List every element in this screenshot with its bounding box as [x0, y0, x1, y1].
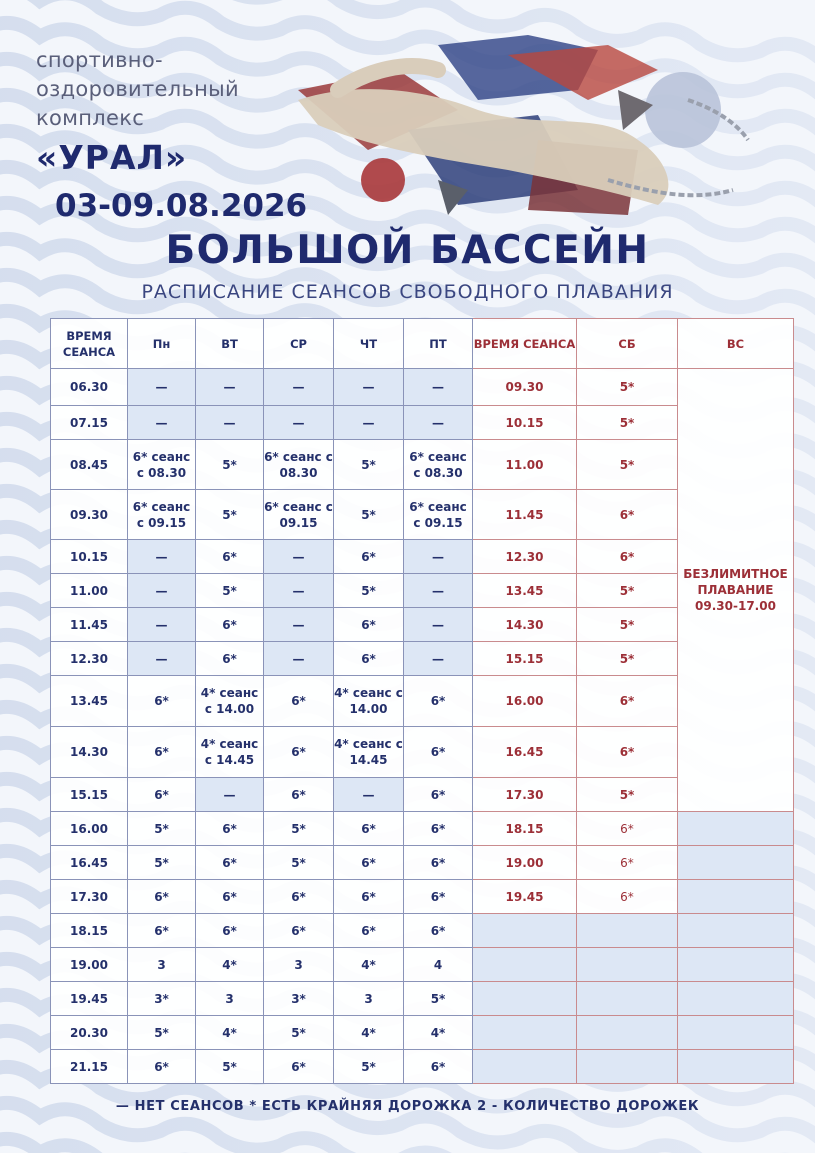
weekday-time-cell: 16.45 [51, 846, 128, 880]
header-time: ВРЕМЯ СЕАНСА [51, 319, 128, 369]
schedule-table [50, 318, 794, 1084]
cell-thu: 6* [334, 880, 404, 914]
cell-mon: 5* [128, 812, 196, 846]
date-range: 03-09.08.2026 [55, 188, 308, 224]
cell-wed: 3 [264, 948, 334, 982]
weekday-time-cell: 17.30 [51, 880, 128, 914]
cell-thu: 3 [334, 982, 404, 1016]
weekend-time-cell: 18.15 [473, 812, 577, 846]
cell-thu: 4* сеанс с 14.00 [334, 676, 404, 727]
cell-sun-empty [678, 846, 794, 880]
cell-sat: 5* [577, 642, 678, 676]
organization-name: спортивно- оздоровительный комплекс [36, 48, 239, 130]
cell-mon: 5* [128, 846, 196, 880]
cell-thu: 6* [334, 914, 404, 948]
cell-fri: 4* [404, 1016, 473, 1050]
weekend-time-empty [473, 982, 577, 1016]
weekday-time-cell: 11.00 [51, 574, 128, 608]
weekday-time-cell: 11.45 [51, 608, 128, 642]
cell-fri: — [404, 406, 473, 440]
cell-tue: 4* сеанс с 14.45 [196, 727, 264, 778]
cell-mon: 6* [128, 778, 196, 812]
weekend-time-cell: 14.30 [473, 608, 577, 642]
weekday-time-cell: 15.15 [51, 778, 128, 812]
weekday-time-cell: 19.45 [51, 982, 128, 1016]
weekend-time-cell: 19.00 [473, 846, 577, 880]
cell-thu: — [334, 778, 404, 812]
weekend-time-cell: 19.45 [473, 880, 577, 914]
weekend-time-cell: 10.15 [473, 406, 577, 440]
cell-thu: 4* [334, 948, 404, 982]
cell-wed: 6* сеанс с 09.15 [264, 490, 334, 540]
cell-fri: 6* [404, 1050, 473, 1084]
cell-tue: 3 [196, 982, 264, 1016]
cell-wed: 6* [264, 880, 334, 914]
cell-tue: 5* [196, 1050, 264, 1084]
table-row [51, 880, 794, 914]
cell-tue: — [196, 778, 264, 812]
cell-fri: 6* [404, 812, 473, 846]
cell-mon: 6* [128, 914, 196, 948]
cell-sat: 6* [577, 846, 678, 880]
cell-fri: 4 [404, 948, 473, 982]
weekday-time-cell: 10.15 [51, 540, 128, 574]
weekend-time-cell: 17.30 [473, 778, 577, 812]
table-row [51, 846, 794, 880]
cell-fri: 6* сеанс с 08.30 [404, 440, 473, 490]
cell-wed: 6* [264, 914, 334, 948]
cell-sun-empty [678, 982, 794, 1016]
cell-thu: 6* [334, 642, 404, 676]
sunday-unlimited-note: БЕЗЛИМИТНОЕ ПЛАВАНИЕ 09.30-17.00 [678, 369, 794, 812]
weekday-time-cell: 09.30 [51, 490, 128, 540]
cell-tue: — [196, 369, 264, 406]
cell-sat-empty [577, 1050, 678, 1084]
cell-mon: 6* [128, 1050, 196, 1084]
cell-sun-empty [678, 812, 794, 846]
weekend-time-empty [473, 914, 577, 948]
cell-sat: 6* [577, 490, 678, 540]
weekend-time-empty [473, 948, 577, 982]
cell-tue: 6* [196, 540, 264, 574]
weekday-time-cell: 21.15 [51, 1050, 128, 1084]
table-row [51, 812, 794, 846]
cell-tue: 5* [196, 574, 264, 608]
cell-fri: 6* [404, 914, 473, 948]
weekend-time-cell: 13.45 [473, 574, 577, 608]
cell-wed: — [264, 608, 334, 642]
header-sat: СБ [577, 319, 678, 369]
cell-sun-empty [678, 880, 794, 914]
cell-mon: 6* [128, 727, 196, 778]
cell-thu: 4* [334, 1016, 404, 1050]
cell-thu: 5* [334, 574, 404, 608]
weekday-time-cell: 13.45 [51, 676, 128, 727]
weekday-time-cell: 08.45 [51, 440, 128, 490]
header-wed: СР [264, 319, 334, 369]
cell-mon: 6* [128, 676, 196, 727]
weekday-time-cell: 07.15 [51, 406, 128, 440]
cell-tue: — [196, 406, 264, 440]
cell-wed: 5* [264, 1016, 334, 1050]
cell-tue: 5* [196, 490, 264, 540]
cell-sat: 6* [577, 676, 678, 727]
cell-thu: 6* [334, 846, 404, 880]
cell-wed: 6* [264, 1050, 334, 1084]
cell-fri: — [404, 642, 473, 676]
cell-tue: 6* [196, 846, 264, 880]
cell-wed: — [264, 642, 334, 676]
cell-fri: 6* [404, 778, 473, 812]
cell-sun-empty [678, 948, 794, 982]
weekday-time-cell: 20.30 [51, 1016, 128, 1050]
cell-wed: 3* [264, 982, 334, 1016]
cell-sat: 5* [577, 440, 678, 490]
weekday-time-cell: 06.30 [51, 369, 128, 406]
legend: — НЕТ СЕАНСОВ * ЕСТЬ КРАЙНЯЯ ДОРОЖКА 2 - КОЛИЧЕСТВО ДОРОЖЕК [115, 1099, 700, 1114]
cell-sun-empty [678, 1050, 794, 1084]
cell-sat: 6* [577, 812, 678, 846]
cell-wed: 5* [264, 846, 334, 880]
table-row [51, 1016, 794, 1050]
cell-mon: 5* [128, 1016, 196, 1050]
cell-mon: — [128, 406, 196, 440]
cell-tue: 6* [196, 812, 264, 846]
cell-fri: — [404, 369, 473, 406]
weekend-time-cell: 12.30 [473, 540, 577, 574]
cell-wed: 6* [264, 727, 334, 778]
cell-mon: — [128, 369, 196, 406]
cell-sat: 5* [577, 608, 678, 642]
cell-thu: — [334, 406, 404, 440]
cell-fri: 6* [404, 880, 473, 914]
cell-fri: — [404, 540, 473, 574]
cell-tue: 4* [196, 948, 264, 982]
cell-sat: 5* [577, 369, 678, 406]
cell-tue: 4* сеанс с 14.00 [196, 676, 264, 727]
cell-sat: 5* [577, 778, 678, 812]
cell-thu: 5* [334, 490, 404, 540]
cell-mon: 3 [128, 948, 196, 982]
cell-fri: 6* [404, 846, 473, 880]
cell-mon: — [128, 608, 196, 642]
cell-mon: — [128, 574, 196, 608]
weekend-time-cell: 11.00 [473, 440, 577, 490]
table-row [51, 982, 794, 1016]
cell-sun-empty [678, 914, 794, 948]
cell-wed: — [264, 540, 334, 574]
header-mon: Пн [128, 319, 196, 369]
cell-sat-empty [577, 982, 678, 1016]
cell-thu: 6* [334, 608, 404, 642]
cell-wed: 6* [264, 676, 334, 727]
weekday-time-cell: 16.00 [51, 812, 128, 846]
cell-tue: 6* [196, 914, 264, 948]
weekend-time-cell: 16.00 [473, 676, 577, 727]
cell-sat: 6* [577, 727, 678, 778]
cell-wed: — [264, 574, 334, 608]
cell-thu: 6* [334, 540, 404, 574]
cell-mon: 3* [128, 982, 196, 1016]
cell-tue: 5* [196, 440, 264, 490]
header-tue: ВТ [196, 319, 264, 369]
cell-fri: 5* [404, 982, 473, 1016]
cell-mon: — [128, 642, 196, 676]
cell-tue: 6* [196, 608, 264, 642]
cell-sat: 6* [577, 880, 678, 914]
header-fri: ПТ [404, 319, 473, 369]
weekend-time-cell: 15.15 [473, 642, 577, 676]
cell-wed: — [264, 369, 334, 406]
weekend-time-cell: 09.30 [473, 369, 577, 406]
table-row [51, 948, 794, 982]
organization-brand: «УРАЛ» [36, 138, 188, 177]
mosaic-artwork-image [278, 30, 758, 225]
cell-sat-empty [577, 948, 678, 982]
cell-fri: — [404, 574, 473, 608]
cell-tue: 4* [196, 1016, 264, 1050]
page-title: БОЛЬШОЙ БАССЕЙН [165, 228, 650, 273]
weekend-time-cell: 16.45 [473, 727, 577, 778]
cell-sat-empty [577, 1016, 678, 1050]
weekend-time-cell: 11.45 [473, 490, 577, 540]
cell-wed: — [264, 406, 334, 440]
page-subtitle: РАСПИСАНИЕ СЕАНСОВ СВОБОДНОГО ПЛАВАНИЯ [141, 281, 674, 303]
header-sun: ВС [678, 319, 794, 369]
cell-thu: 5* [334, 1050, 404, 1084]
table-row [51, 369, 794, 406]
cell-sat: 5* [577, 406, 678, 440]
cell-sat: 6* [577, 540, 678, 574]
cell-fri: 6* [404, 727, 473, 778]
weekday-time-cell: 12.30 [51, 642, 128, 676]
cell-thu: 4* сеанс с 14.45 [334, 727, 404, 778]
cell-wed: 6* сеанс с 08.30 [264, 440, 334, 490]
weekday-time-cell: 18.15 [51, 914, 128, 948]
weekday-time-cell: 19.00 [51, 948, 128, 982]
cell-mon: 6* сеанс с 08.30 [128, 440, 196, 490]
header-row [51, 319, 794, 369]
header-thu: ЧТ [334, 319, 404, 369]
cell-mon: 6* сеанс с 09.15 [128, 490, 196, 540]
cell-tue: 6* [196, 880, 264, 914]
cell-thu: 6* [334, 812, 404, 846]
weekend-time-empty [473, 1050, 577, 1084]
cell-fri: — [404, 608, 473, 642]
cell-sun-empty [678, 1016, 794, 1050]
cell-thu: 5* [334, 440, 404, 490]
weekday-time-cell: 14.30 [51, 727, 128, 778]
cell-wed: 6* [264, 778, 334, 812]
cell-tue: 6* [196, 642, 264, 676]
table-row [51, 1050, 794, 1084]
cell-wed: 5* [264, 812, 334, 846]
cell-mon: 6* [128, 880, 196, 914]
cell-thu: — [334, 369, 404, 406]
header-weekend-time: ВРЕМЯ СЕАНСА [473, 319, 577, 369]
cell-sat: 5* [577, 574, 678, 608]
cell-mon: — [128, 540, 196, 574]
cell-fri: 6* сеанс с 09.15 [404, 490, 473, 540]
table-row [51, 914, 794, 948]
weekend-time-empty [473, 1016, 577, 1050]
cell-fri: 6* [404, 676, 473, 727]
cell-sat-empty [577, 914, 678, 948]
